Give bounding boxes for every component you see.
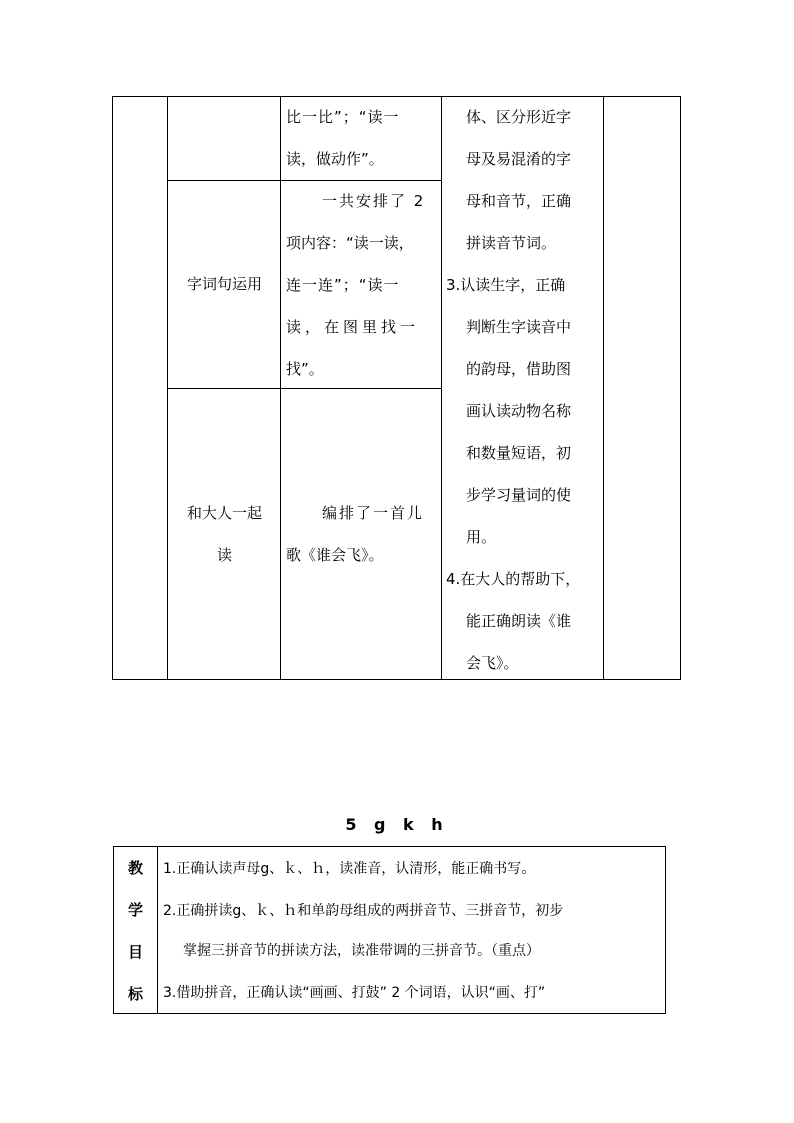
teaching-goals-table [113, 846, 666, 1014]
content-line: 项内容：“读一读， [286, 234, 414, 252]
row-label: 字词句运用 [186, 275, 262, 293]
goal-item: 1.正确认读声母g、ｋ、ｈ，读准音，认清形，能正确书写。 [163, 861, 536, 877]
table-border-left [113, 846, 114, 1014]
goal-line: 会飞》。 [466, 654, 519, 672]
goal-line: 拼读音节词。 [466, 234, 557, 252]
goal-line: 的韵母，借助图 [466, 360, 572, 378]
content-line: 连一连”；“读一 [286, 276, 400, 294]
goal-line: 母及易混淆的字 [466, 150, 572, 168]
row-label: 读 [216, 546, 232, 564]
content-line: 读，在图里找一 [286, 318, 420, 336]
column-divider [157, 846, 158, 1014]
content-line: 一共安排了 2 [322, 192, 426, 210]
goal-line: 3.认读生字，正确 [446, 276, 566, 294]
table-border-right [680, 96, 681, 680]
goal-line: 母和音节，正确 [466, 192, 572, 210]
goal-line: 步学习量词的使 [466, 486, 572, 504]
lesson-title: 5 g k h [345, 815, 449, 834]
goal-line: 用。 [466, 528, 497, 546]
side-label-char: 教 [128, 859, 144, 877]
table-border-right [665, 846, 666, 1014]
content-line: 找”。 [286, 360, 324, 378]
goal-line: 画认读动物名称 [466, 402, 572, 420]
side-label-char: 学 [128, 901, 144, 919]
goal-line: 能正确朗读《谁 [466, 612, 572, 630]
table-border-top [113, 846, 666, 847]
goal-line: 判断生字读音中 [466, 318, 572, 336]
row-label: 和大人一起 [186, 504, 262, 522]
goal-line: 和数量短语，初 [466, 444, 572, 462]
table-border-bottom [112, 679, 681, 680]
side-label-char: 目 [128, 943, 144, 961]
side-label-char: 标 [128, 985, 144, 1003]
goal-item: 2.正确拼读g、ｋ、ｈ和单韵母组成的两拼音节、三拼音节，初步 [163, 903, 564, 919]
content-line: 读，做动作”。 [286, 150, 384, 168]
goal-line: 4.在大人的帮助下， [446, 570, 581, 588]
content-line: 编排了一首儿 [322, 504, 425, 522]
goal-item: 3.借助拼音，正确认读“画画、打鼓” 2 个词语，认识“画、打” [163, 985, 546, 1001]
goal-item: 掌握三拼音节的拼读方法，读准带调的三拼音节。（重点） [183, 943, 540, 959]
column-divider [603, 96, 604, 680]
lesson-content-table [112, 96, 681, 680]
table-border-bottom [113, 1013, 666, 1014]
goal-line: 体、区分形近字 [466, 108, 572, 126]
content-line: 比一比”；“读一 [286, 108, 400, 126]
table-border-left [112, 96, 113, 680]
content-line: 歌《谁会飞》。 [286, 546, 384, 564]
